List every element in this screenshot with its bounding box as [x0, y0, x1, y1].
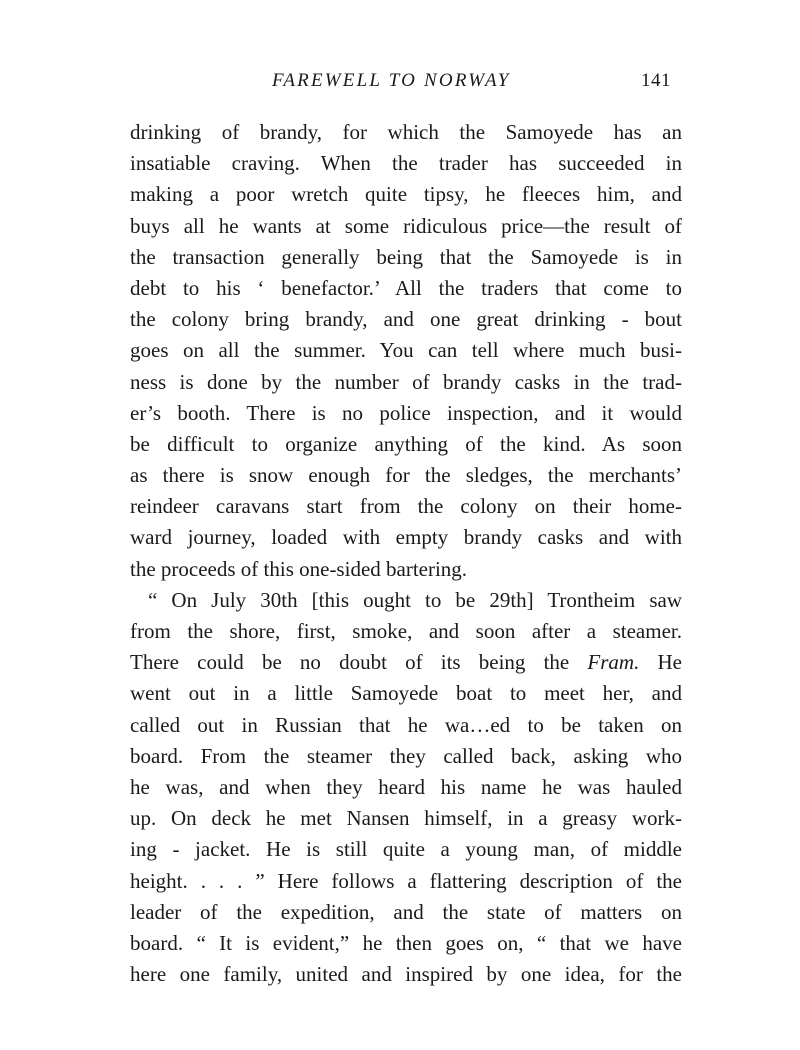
text-line-with-ship-name: [130, 647, 682, 678]
text-line: ing - jacket. He is still quite a young man, of middle: [130, 837, 682, 862]
text-line: the colony bring brandy, and one great drinking - bout: [130, 307, 682, 332]
text-line: up. On deck he met Nansen himself, in a greasy work-: [130, 806, 682, 831]
ship-name-italic: Fram.: [587, 650, 640, 675]
text-line: as there is snow enough for the sledges, the merchants’: [130, 463, 682, 488]
running-title: FAREWELL TO NORWAY: [272, 70, 511, 91]
text-line: debt to his ‘ benefactor.’ All the traders that come to: [130, 275, 682, 300]
text-line: board. “ It is evident,” he then goes on, “ that we have: [130, 930, 682, 955]
text-line: called out in Russian that he wa…ed to be taken on: [130, 712, 682, 737]
text-line: height. . . . ” Here follows a flattering description of the: [130, 868, 682, 893]
text-line: from the shore, first, smoke, and soon after a steamer.: [130, 619, 682, 643]
text-line: ward journey, loaded with empty brandy casks and with: [130, 525, 682, 550]
text-line: leader of the expedition, and the state of matters on: [130, 899, 682, 924]
text-line: he was, and when they heard his name he was hauled: [130, 774, 682, 799]
text-line: drinking of brandy, for which the Samoyede has an: [130, 120, 682, 144]
text-line: be difficult to organize anything of the kind. As soon: [130, 431, 682, 456]
text-line: the transaction generally being that the Samoyede is in: [130, 244, 682, 269]
page-number: 141: [641, 70, 671, 91]
text-segment: There could be no doubt of its being the: [130, 650, 588, 675]
text-line: insatiable craving. When the trader has succeeded in: [130, 151, 682, 176]
paragraph-start-line: “ On July 30th [this ought to be 29th] Trontheim saw: [148, 587, 682, 612]
running-head: [0, 66, 800, 96]
body-text: [130, 117, 682, 990]
text-line: buys all he wants at some ridiculous price—the result of: [130, 213, 682, 238]
text-line: goes on all the summer. You can tell where much busi-: [130, 338, 682, 363]
text-line: ness is done by the number of brandy casks in the trad-: [130, 369, 682, 394]
text-line: went out in a little Samoyede boat to meet her, and: [130, 681, 682, 706]
text-line: here one family, united and inspired by one idea, for the: [130, 962, 682, 987]
text-segment: He: [639, 650, 682, 675]
paragraph-end-line: the proceeds of this one-sided bartering.: [130, 556, 468, 581]
text-line: making a poor wretch quite tipsy, he fleeces him, and: [130, 182, 682, 207]
text-line: board. From the steamer they called back, asking who: [130, 743, 682, 768]
text-line: er’s booth. There is no police inspection, and it would: [130, 400, 682, 425]
text-line: reindeer caravans start from the colony on their home-: [130, 494, 682, 519]
